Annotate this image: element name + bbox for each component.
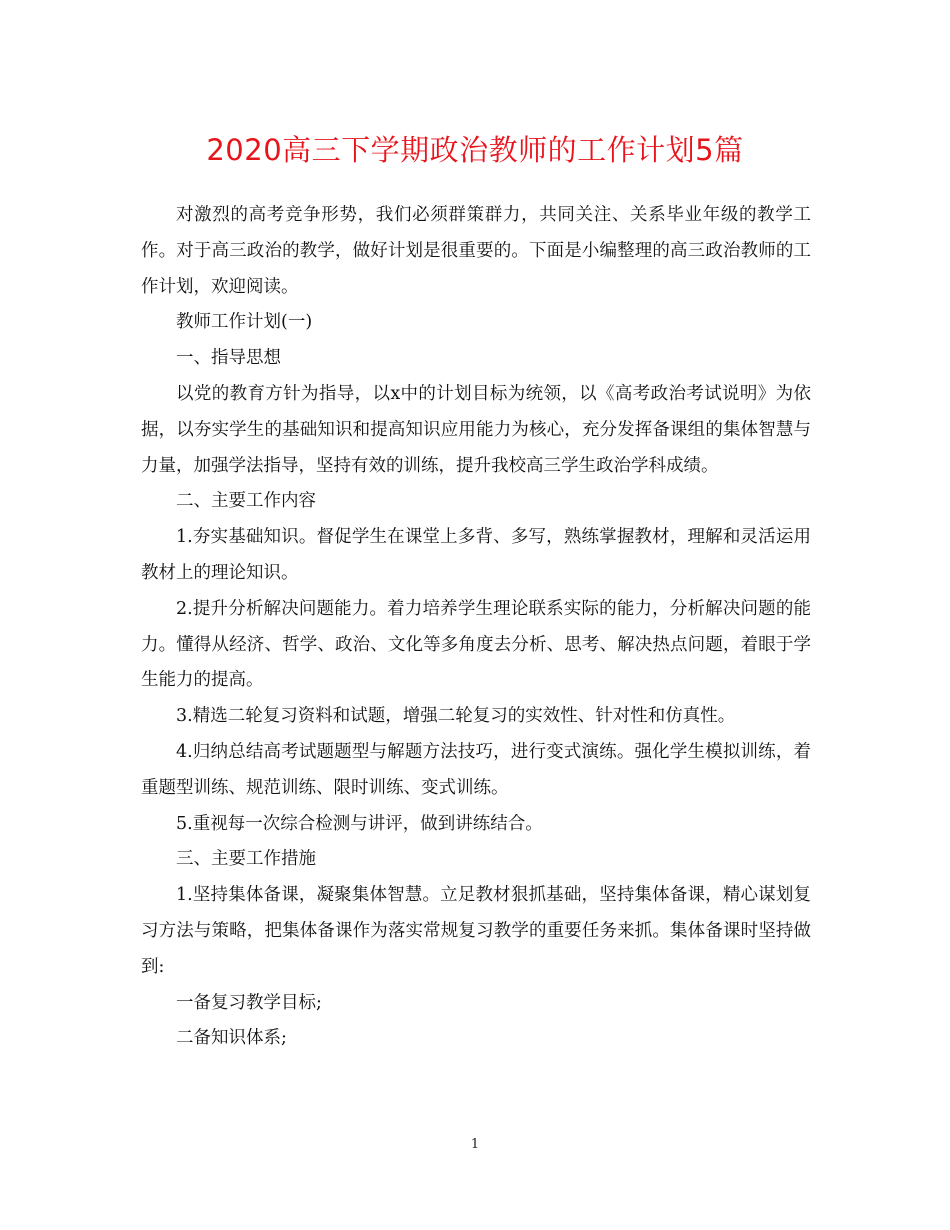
paragraph-intro: 对激烈的高考竞争形势，我们必须群策群力，共同关注、关系毕业年级的教学工作。对于高三政治的教学，做好计划是很重要的。下面是小编整理的高三政治教师的工作计划，欢迎阅读。 <box>141 205 811 297</box>
paragraph-plan-heading: 教师工作计划(一) <box>176 312 313 333</box>
list-item-content-4: 4.归纳总结高考试题题型与解题方法技巧，进行变式演练。强化学生模拟训练，着重题型训练、规范训练、限时训练、变式训练。 <box>141 741 811 798</box>
document-body <box>141 198 811 1057</box>
page-number: 1 <box>470 1137 480 1152</box>
list-item-prep-2: 二备知识体系; <box>176 1028 287 1049</box>
list-item-content-3: 3.精选二轮复习资料和试题，增强二轮复习的实效性、针对性和仿真性。 <box>176 706 736 727</box>
list-item-content-5: 5.重视每一次综合检测与讲评，做到讲练结合。 <box>176 813 543 834</box>
list-item-content-1: 1.夯实基础知识。督促学生在课堂上多背、多写，熟练掌握教材，理解和灵活运用教材上的理论知识。 <box>141 527 811 583</box>
list-item-measure-1: 1.坚持集体备课，凝聚集体智慧。立足教材狠抓基础，坚持集体备课，精心谋划复习方法与策略，把集体备课作为落实常规复习教学的重要任务来抓。集体备课时坚持做到: <box>141 885 811 977</box>
section-heading-main-content: 二、主要工作内容 <box>176 491 316 512</box>
section-heading-guiding-ideology: 一、指导思想 <box>176 348 281 369</box>
list-item-prep-1: 一备复习教学目标; <box>176 992 322 1013</box>
paragraph-guiding-ideology: 以党的教育方针为指导，以x中的计划目标为统领，以《高考政治考试说明》为依据，以夯实学生的基础知识和提高知识应用能力为核心，充分发挥备课组的集体智慧与力量，加强学法指导，坚持有效的训练，提升我校高三学生政治学科成绩。 <box>141 383 811 476</box>
document-title: 2020高三下学期政治教师的工作计划5篇 <box>206 133 744 167</box>
section-heading-main-measures: 三、主要工作措施 <box>176 849 316 870</box>
list-item-content-2: 2.提升分析解决问题能力。着力培养学生理论联系实际的能力，分析解决问题的能力。懂得从经济、哲学、政治、文化等多角度去分析、思考、解决热点问题，着眼于学生能力的提高。 <box>141 598 811 691</box>
